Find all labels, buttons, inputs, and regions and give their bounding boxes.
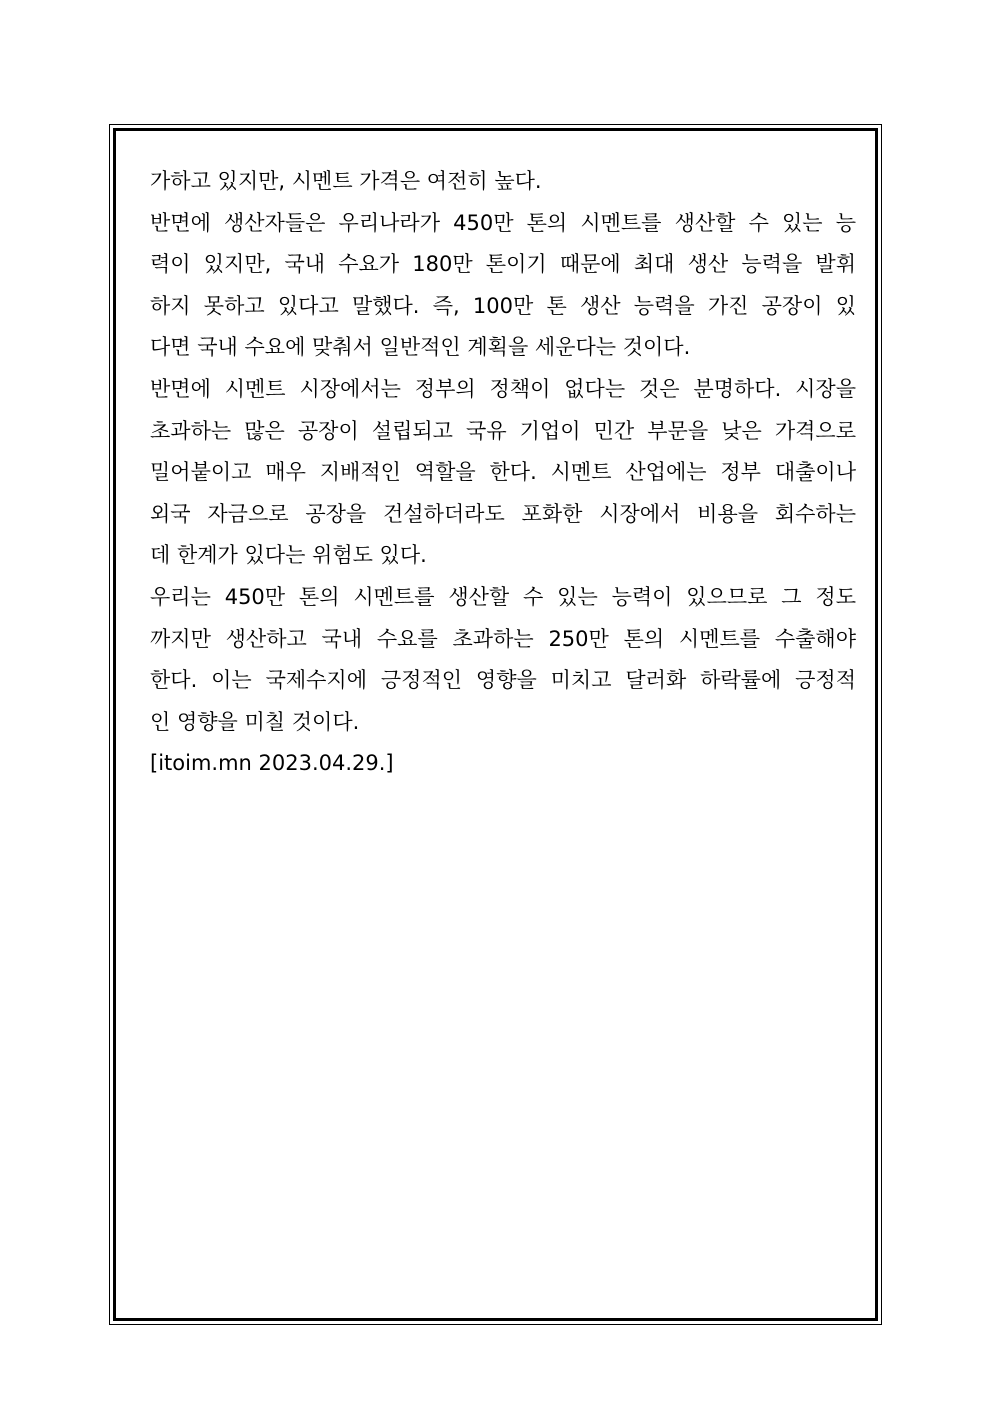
text-line: 력이 있지만, 국내 수요가 180만 톤이기 때문에 최대 생산 능력을 발휘 [150,252,856,277]
document-body [150,161,856,785]
text-line: 반면에 시멘트 시장에서는 정부의 정책이 없다는 것은 분명하다. 시장을 [150,376,856,401]
text-line: [itoim.mn 2023.04.29.] [150,751,394,776]
text-line: 밀어붙이고 매우 지배적인 역할을 한다. 시멘트 산업에는 정부 대출이나 [150,460,856,485]
text-line: 하지 못하고 있다고 말했다. 즉, 100만 톤 생산 능력을 가진 공장이 있 [150,293,856,318]
text-line: 한다. 이는 국제수지에 긍정적인 영향을 미치고 달러화 하락률에 긍정적 [150,668,856,693]
text-line: 까지만 생산하고 국내 수요를 초과하는 250만 톤의 시멘트를 수출해야 [150,626,856,651]
text-line: 반면에 생산자들은 우리나라가 450만 톤의 시멘트를 생산할 수 있는 능 [150,210,856,235]
text-line: 인 영향을 미칠 것이다. [150,709,360,734]
page-border-inner [113,128,878,1321]
page-border-outer [109,124,882,1325]
text-line: 가하고 있지만, 시멘트 가격은 여전히 높다. [150,169,542,193]
text-line: 데 한계가 있다는 위험도 있다. [150,543,427,568]
text-line: 우리는 450만 톤의 시멘트를 생산할 수 있는 능력이 있으므로 그 정도 [150,584,856,609]
text-line: 다면 국내 수요에 맞춰서 일반적인 계획을 세운다는 것이다. [150,335,691,360]
text-line: 외국 자금으로 공장을 건설하더라도 포화한 시장에서 비용을 회수하는 [150,501,856,526]
text-line: 초과하는 많은 공장이 설립되고 국유 기업이 민간 부문을 낮은 가격으로 [150,418,856,443]
